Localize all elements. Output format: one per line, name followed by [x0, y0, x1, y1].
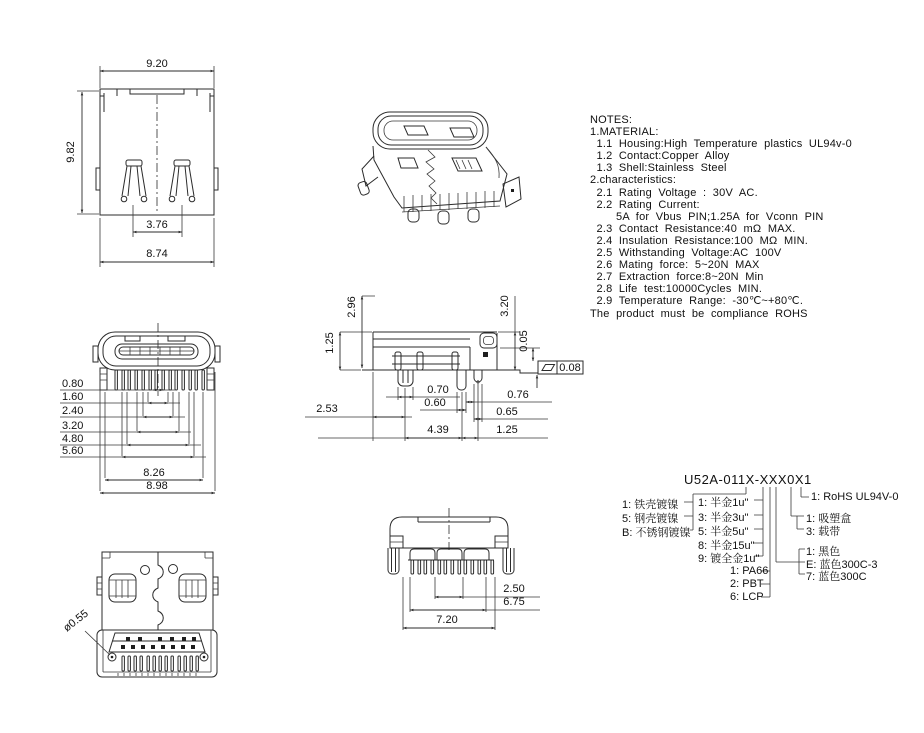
dim-pitch-6: 5.60 [62, 445, 84, 457]
notes-line: The product must be compliance ROHS [590, 307, 808, 320]
color-option: 7: 蓝色300C [806, 571, 867, 583]
notes-block [590, 114, 852, 320]
dim-side-h5: 0.65 [496, 406, 518, 418]
dim-pitch-2: 1.60 [62, 391, 84, 403]
dim-pitch-3: 2.40 [62, 405, 84, 417]
dim-front-height: 9.82 [65, 141, 77, 163]
flatness-frame [537, 361, 583, 388]
notes-line: 2.5 Withstanding Voltage:AC 100V [590, 247, 782, 260]
dim-front-bottom-width: 8.74 [146, 248, 168, 260]
isometric-view [357, 112, 521, 224]
notes-line: 2.9 Temperature Range: -30℃~+80℃. [590, 295, 804, 308]
side-view [305, 295, 583, 441]
notes-line: NOTES: [590, 114, 633, 126]
bottom-view [61, 552, 218, 677]
notes-line: 1.MATERIAL: [590, 126, 659, 139]
dim-side-h6: 4.39 [427, 424, 449, 436]
dim-pinface-outer-width: 8.98 [146, 480, 168, 492]
packaging-option: 3: 载带 [806, 526, 841, 538]
shell-option: 1: 铁壳镀镍 [622, 499, 679, 511]
dim-pitch-5: 4.80 [62, 433, 84, 445]
color-option: 1: 黑色 [806, 546, 841, 558]
notes-line: 2.2 Rating Current: [590, 198, 700, 211]
notes-line: 1.3 Shell:Stainless Steel [590, 162, 727, 175]
dim-rear-inner-width: 6.75 [503, 596, 525, 608]
shell-option: B: 不锈钢镀镍 [622, 527, 691, 539]
dim-side-h1: 0.70 [427, 384, 449, 396]
plating-option: 8: 半金15u" [698, 540, 755, 552]
notes-line: 2.7 Extraction force:8~20N Min [590, 271, 764, 284]
notes-line: 2.4 Insulation Resistance:100 MΩ MIN. [590, 234, 808, 247]
rohs-option: 1: RoHS UL94V-0 [811, 491, 899, 503]
notes-line: 2.8 Life test:10000Cycles MIN. [590, 283, 763, 296]
dim-side-v1: 2.96 [346, 296, 358, 318]
plating-option: 9: 镀全金1u" [698, 553, 760, 565]
dim-front-top-width: 9.20 [146, 58, 168, 70]
notes-line: 1.1 Housing:High Temperature plastics UL94v-0 [590, 138, 852, 151]
material-option: 1: PA66 [730, 565, 769, 577]
dim-side-h2: 0.76 [507, 389, 529, 401]
dim-flatness: 0.08 [559, 362, 581, 374]
dim-pitch-1: 0.80 [62, 378, 84, 390]
color-option: E: 蓝色300C-3 [806, 559, 878, 571]
plating-option: 3: 半金3u" [698, 512, 749, 524]
break-line [153, 552, 164, 630]
plating-option: 1: 半金1u" [698, 497, 749, 509]
notes-line: 1.2 Contact:Copper Alloy [590, 150, 730, 163]
dim-pinface-inner-width: 8.26 [143, 467, 165, 479]
part-number-title: U52A-011X-XXX0X1 [684, 472, 812, 487]
plating-option: 5: 半金5u" [698, 526, 749, 538]
pin-row [115, 370, 204, 390]
notes-line: 2.6 Mating force: 5~20N MAX [590, 259, 760, 272]
rear-pin-row [411, 560, 494, 574]
flatness-symbol-icon [542, 365, 555, 371]
rear-view [388, 508, 540, 630]
dim-hole-diameter: ø0.55 [61, 607, 91, 635]
dim-side-h7: 1.25 [496, 424, 518, 436]
notes-line: 2.1 Rating Voltage : 30V AC. [590, 186, 758, 199]
front-view [65, 58, 218, 267]
dim-side-v2: 1.25 [324, 332, 336, 354]
packaging-option: 1: 吸塑盒 [806, 513, 852, 525]
notes-line: 2.characteristics: [590, 174, 677, 187]
notes-line: 2.3 Contact Resistance:40 mΩ MAX. [590, 222, 796, 235]
contact-pads [121, 637, 196, 649]
dim-rear-pitch: 2.50 [503, 583, 525, 595]
solder-tail-row [122, 656, 198, 671]
dim-side-h4: 0.60 [424, 397, 446, 409]
material-option: 6: LCP [730, 591, 764, 603]
mating-face-view [60, 323, 220, 493]
dim-front-slot-width: 3.76 [146, 219, 168, 231]
dim-side-h3: 2.53 [316, 403, 338, 415]
notes-line: 5A for Vbus PIN;1.25A for Vconn PIN [590, 210, 824, 223]
material-option: 2: PBT [730, 578, 764, 590]
dim-rear-outer-width: 7.20 [436, 614, 458, 626]
dim-side-v3: 3.20 [499, 295, 511, 317]
dim-pitch-4: 3.20 [62, 420, 84, 432]
shell-option: 5: 钢壳镀镍 [622, 513, 679, 525]
dim-side-v4: 0.05 [518, 330, 530, 352]
